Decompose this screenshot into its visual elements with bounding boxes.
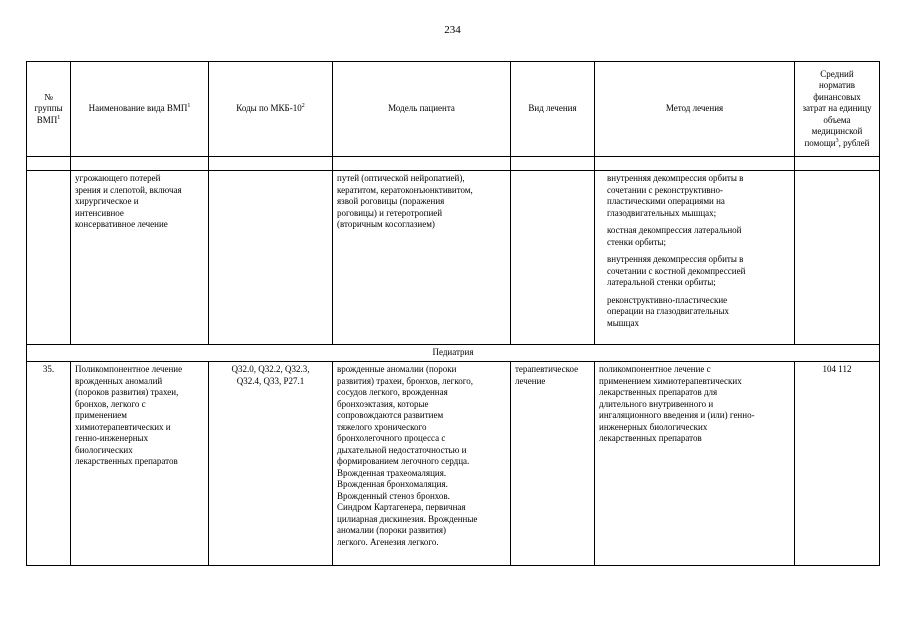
cell-icd-codes [209, 171, 333, 345]
cell-patient-model: врожденные аномалии (пороки развития) трахеи, бронхов, легкого, сосудов легкого, врожденная бронхоэктазия, которые сопровождаются развитием тяжелого хронического бронхолегочного процесса с дыхательной недостаточностью и формированием легочного сердца. Врожденная трахеомаляция. Врожденная бронхомаляция. Врожденный стеноз бронхов. Синдром Картагенера, первичная цилиарная дискинезия. Врожденные аномалии (пороки развития) легкого. Агенезия легкого. [333, 362, 511, 566]
cell-treatment-method: поликомпонентное лечение с применением химиотерапевтических лекарственных препаратов для длительного внутривенного и ингаляционного введения и (или) генно- инженерных биологических лекарственных препаратов [595, 362, 795, 566]
table-spacer-row [27, 157, 880, 171]
header-icd-codes: Коды по МКБ-$10^2$ [209, 62, 333, 157]
cell-patient-model: путей (оптической нейропатией), кератитом, кератоконъюнктивитом, язвой роговицы (поражения роговицы) и гетеротропией (вторичным косоглазием) [333, 171, 511, 345]
cell-cost: 104 112 [795, 362, 880, 566]
method-item: костная декомпрессия латеральной стенки орбиты; [607, 225, 742, 247]
vmp-table [26, 61, 880, 566]
table-row-continued [27, 171, 880, 345]
cell-vmp-name: угрожающего потерей зрения и слепотой, включая хирургическое и интенсивное консервативное лечение [71, 171, 209, 345]
section-title: Педиатрия [27, 345, 880, 362]
header-cost: Средний норматив финансовых затрат на единицу объема медицинской помощи$^3$, рублей [795, 62, 880, 157]
cell-cost [795, 171, 880, 345]
cell-treatment-type: терапевтическое лечение [511, 362, 595, 566]
cell-treatment-type [511, 171, 595, 345]
cell-icd-codes: Q32.0, Q32.2, Q32.3, Q32.4, Q33, P27.1 [209, 362, 333, 566]
header-treatment-type: Вид лечения [511, 62, 595, 157]
table-row-35 [27, 362, 880, 566]
cell-vmp-name: Поликомпонентное лечение врожденных аномалий (пороков развития) трахеи, бронхов, легкого с применением химиотерапевтических и генно-инженерных биологических лекарственных препаратов [71, 362, 209, 566]
cell-group: 35. [27, 362, 71, 566]
section-row [27, 345, 880, 362]
cell-treatment-method [595, 171, 795, 345]
method-item: внутренняя декомпрессия орбиты в сочетании с реконструктивно- пластическими операциями на глазодвигательных мышцах; [607, 173, 744, 218]
page-number: 234 [444, 24, 461, 36]
table-header-row [27, 62, 880, 157]
method-item: реконструктивно-пластические операции на глазодвигательных мышцах [607, 294, 730, 328]
header-patient-model: Модель пациента [333, 62, 511, 157]
method-item: внутренняя декомпрессия орбиты в сочетании с костной декомпрессией латеральной стенки орбиты; [607, 254, 746, 287]
header-treatment-method: Метод лечения [595, 62, 795, 157]
cell-group [27, 171, 71, 345]
header-group-no: № группы ВМП$^1$ [27, 62, 71, 157]
header-vmp-name: Наименование вида ВМП$^1$ [71, 62, 209, 157]
